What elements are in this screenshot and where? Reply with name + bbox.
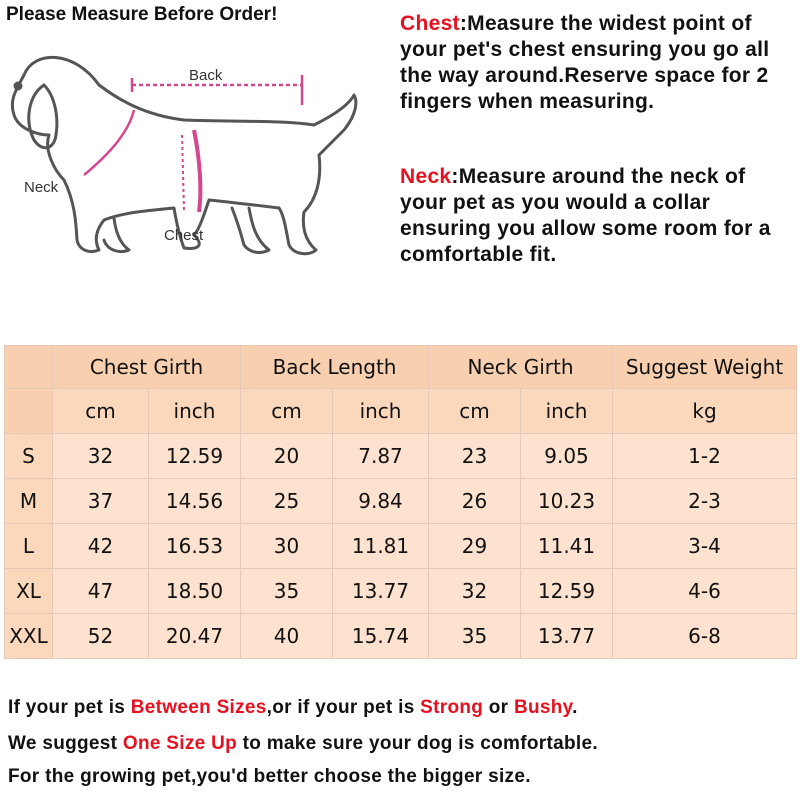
- table-cell: 32: [53, 434, 149, 479]
- table-cell: 9.05: [521, 434, 613, 479]
- back-label: Back: [189, 67, 223, 84]
- size-label: XXL: [5, 614, 53, 659]
- chest-instruction-text: :Measure the widest point of your pet's chest ensuring you go all the way around.Reserve space for 2 fingers when measuring.: [400, 12, 770, 113]
- unit-cell: inch: [149, 389, 241, 434]
- table-cell: 35: [241, 569, 333, 614]
- chest-label: Chest: [164, 227, 204, 244]
- table-cell: 47: [53, 569, 149, 614]
- table-cell: 32: [429, 569, 521, 614]
- dog-inner-leg-outline: [232, 208, 269, 252]
- table-cell: 52: [53, 614, 149, 659]
- note-text: .: [572, 697, 578, 718]
- chest-keyword: Chest: [400, 12, 460, 35]
- neck-instruction: [400, 164, 796, 268]
- unit-cell: cm: [241, 389, 333, 434]
- size-label: M: [5, 479, 53, 524]
- table-cell: 26: [429, 479, 521, 524]
- table-cell: 14.56: [149, 479, 241, 524]
- table-cell: 11.41: [521, 524, 613, 569]
- corner-cell: [5, 346, 53, 389]
- units-corner-cell: [5, 389, 53, 434]
- table-cell: 10.23: [521, 479, 613, 524]
- size-label: S: [5, 434, 53, 479]
- table-cell: 25: [241, 479, 333, 524]
- note-growing-pet: [8, 766, 531, 788]
- table-cell: 23: [429, 434, 521, 479]
- table-cell: 13.77: [333, 569, 429, 614]
- dog-ear-outline: [29, 85, 57, 148]
- page-title: Please Measure Before Order!: [6, 4, 278, 25]
- table-cell: 12.59: [149, 434, 241, 479]
- table-cell: 18.50: [149, 569, 241, 614]
- table-row: [5, 524, 797, 569]
- table-cell: 11.81: [333, 524, 429, 569]
- table-header-row: [5, 346, 797, 389]
- table-row: [5, 569, 797, 614]
- dog-rear-outline: [279, 155, 320, 254]
- note-highlight-strong: Strong: [420, 697, 484, 718]
- header-suggest-weight: Suggest Weight: [613, 346, 797, 389]
- table-cell: 42: [53, 524, 149, 569]
- table-cell: 15.74: [333, 614, 429, 659]
- header-neck-girth: Neck Girth: [429, 346, 613, 389]
- chest-instruction: [400, 11, 796, 115]
- table-units-row: [5, 389, 797, 434]
- table-cell: 20.47: [149, 614, 241, 659]
- header-chest-girth: Chest Girth: [53, 346, 241, 389]
- table-cell: 9.84: [333, 479, 429, 524]
- table-cell: 16.53: [149, 524, 241, 569]
- table-cell: 7.87: [333, 434, 429, 479]
- table-cell: 4-6: [613, 569, 797, 614]
- neck-keyword: Neck: [400, 165, 452, 188]
- table-row: [5, 614, 797, 659]
- note-text: We suggest: [8, 733, 123, 754]
- note-between-sizes: [8, 697, 578, 719]
- dog-measurement-diagram: [4, 40, 386, 280]
- unit-cell: cm: [429, 389, 521, 434]
- table-cell: 13.77: [521, 614, 613, 659]
- table-cell: 35: [429, 614, 521, 659]
- note-highlight-one-size-up: One Size Up: [122, 733, 238, 754]
- table-row: [5, 434, 797, 479]
- header-back-length: Back Length: [241, 346, 429, 389]
- table-cell: 29: [429, 524, 521, 569]
- table-cell: 6-8: [613, 614, 797, 659]
- table-cell: 20: [241, 434, 333, 479]
- note-text: pet,you'd better choose the bigger size.: [156, 766, 531, 787]
- size-label: L: [5, 524, 53, 569]
- neck-label: Neck: [24, 179, 59, 196]
- neck-measure-line: [84, 110, 134, 175]
- table-cell: 40: [241, 614, 333, 659]
- note-text: to make sure your dog is comfortable.: [237, 733, 598, 754]
- table-cell: 37: [53, 479, 149, 524]
- table-cell: 12.59: [521, 569, 613, 614]
- table-row: [5, 479, 797, 524]
- table-cell: 30: [241, 524, 333, 569]
- note-text: or: [483, 697, 514, 718]
- dog-back-outline: [99, 85, 356, 155]
- note-emphasis-growing: growing: [80, 766, 157, 787]
- unit-cell: inch: [333, 389, 429, 434]
- table-cell: 1-2: [613, 434, 797, 479]
- size-chart-table: [4, 345, 797, 659]
- note-text: ,or if your pet is: [266, 697, 421, 718]
- note-highlight-bushy: Bushy: [513, 697, 573, 718]
- unit-cell: kg: [613, 389, 797, 434]
- dog-inner-front-leg: [104, 218, 129, 252]
- note-highlight-between-sizes: Between Sizes: [130, 697, 267, 718]
- table-cell: 2-3: [613, 479, 797, 524]
- note-text: For the: [8, 766, 81, 787]
- table-cell: 3-4: [613, 524, 797, 569]
- unit-cell: cm: [53, 389, 149, 434]
- chest-measure-line: [194, 130, 200, 212]
- neck-instruction-text: :Measure around the neck of your pet as you would a collar ensuring you allow some room for a comfortable fit.: [400, 165, 771, 266]
- note-one-size-up: [8, 733, 598, 755]
- note-text: If your pet is: [8, 697, 131, 718]
- unit-cell: inch: [521, 389, 613, 434]
- size-label: XL: [5, 569, 53, 614]
